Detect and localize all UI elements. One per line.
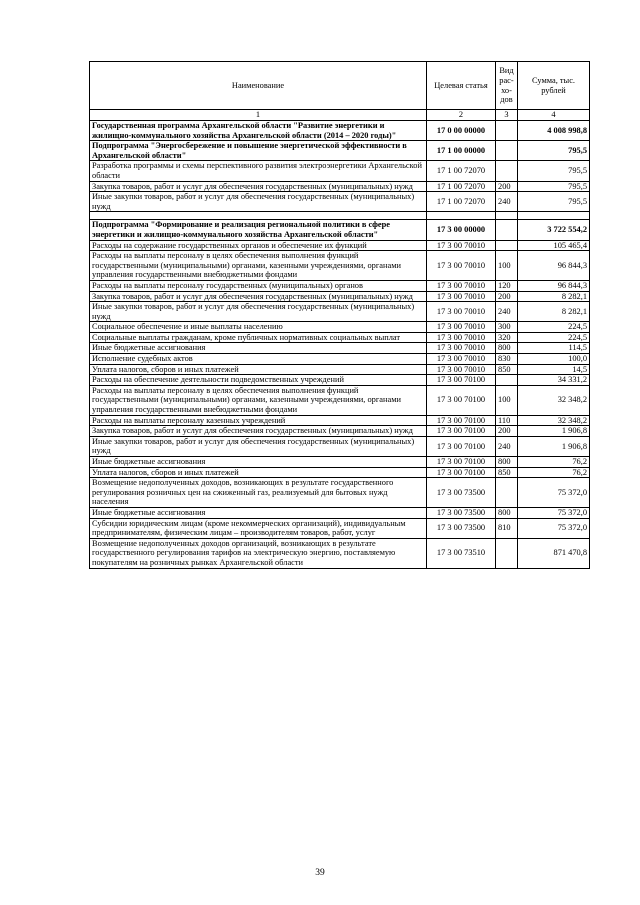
cell-amount: 871 470,8 <box>518 538 590 568</box>
cell-name: Расходы на содержание государственных органов и обеспечение их функций <box>90 240 427 251</box>
cell-amount: 795,5 <box>518 141 590 161</box>
cell-target-code: 17 3 00 70100 <box>427 436 496 456</box>
table-row <box>90 385 590 415</box>
budget-table <box>89 61 590 569</box>
cell-expense-kind: 100 <box>496 251 518 281</box>
cell-target-code: 17 1 00 00000 <box>427 141 496 161</box>
cell-expense-kind: 830 <box>496 354 518 365</box>
table-row <box>90 354 590 365</box>
table-row <box>90 181 590 192</box>
table-row <box>90 121 590 141</box>
cell-name: Подпрограмма "Формирование и реализация региональной политики в сфере энергетики и жилищно-коммунального хозяйства Архангельской области" <box>90 220 427 240</box>
cell-name: Социальные выплаты гражданам, кроме публичных нормативных социальных выплат <box>90 332 427 343</box>
cell-name: Расходы на выплаты персоналу в целях обеспечения выполнения функций государственными (муниципальными) органами, казенными учреждениями, органами управления государственными внебюджетными фондами <box>90 385 427 415</box>
cell-amount: 3 722 554,2 <box>518 220 590 240</box>
cell-name: Иные закупки товаров, работ и услуг для обеспечения государственных (муниципальных) нужд <box>90 436 427 456</box>
cell-name: Уплата налогов, сборов и иных платежей <box>90 467 427 478</box>
cell-name: Исполнение судебных актов <box>90 354 427 365</box>
table-row <box>90 415 590 426</box>
cell-name: Уплата налогов, сборов и иных платежей <box>90 364 427 375</box>
cell-expense-kind: 850 <box>496 467 518 478</box>
table-row <box>90 332 590 343</box>
cell-amount: 75 372,0 <box>518 507 590 518</box>
cell-expense-kind <box>496 538 518 568</box>
cell-expense-kind: 300 <box>496 322 518 333</box>
cell-expense-kind: 800 <box>496 343 518 354</box>
cell-expense-kind: 110 <box>496 415 518 426</box>
table-row <box>90 322 590 333</box>
table-row <box>90 240 590 251</box>
cell-name: Государственная программа Архангельской области "Развитие энергетики и жилищно-коммунального хозяйства Архангельской области (2014 – 2020 годы)" <box>90 121 427 141</box>
column-number: 3 <box>496 110 518 121</box>
page-number: 39 <box>315 868 325 878</box>
cell-target-code: 17 3 00 70010 <box>427 354 496 365</box>
cell-name: Расходы на выплаты персоналу в целях обеспечения выполнения функций государственными (муниципальными) органами, казенными учреждениями, органами управления государственными внебюджетными фондами <box>90 251 427 281</box>
cell-name: Иные бюджетные ассигнования <box>90 343 427 354</box>
cell-expense-kind <box>496 478 518 508</box>
table-row <box>90 467 590 478</box>
cell-target-code: 17 1 00 72070 <box>427 181 496 192</box>
cell-name: Расходы на выплаты персоналу государственных (муниципальных) органов <box>90 280 427 291</box>
table-row <box>90 251 590 281</box>
cell-target-code: 17 1 00 72070 <box>427 192 496 212</box>
cell-amount: 795,5 <box>518 192 590 212</box>
cell-amount: 76,2 <box>518 457 590 468</box>
cell-expense-kind <box>496 240 518 251</box>
cell-name: Иные закупки товаров, работ и услуг для обеспечения государственных (муниципальных) нужд <box>90 192 427 212</box>
cell-expense-kind <box>496 141 518 161</box>
table-row <box>90 538 590 568</box>
table-row <box>90 280 590 291</box>
table-row <box>90 291 590 302</box>
cell-amount: 32 348,2 <box>518 415 590 426</box>
cell-target-code: 17 3 00 73510 <box>427 538 496 568</box>
cell-target-code: 17 3 00 70100 <box>427 375 496 386</box>
cell-amount: 114,5 <box>518 343 590 354</box>
cell-name: Расходы на выплаты персоналу казенных учреждений <box>90 415 427 426</box>
table-row <box>90 220 590 240</box>
cell-expense-kind: 100 <box>496 385 518 415</box>
cell-target-code: 17 1 00 72070 <box>427 161 496 181</box>
cell-target-code: 17 3 00 00000 <box>427 220 496 240</box>
cell-expense-kind <box>496 220 518 240</box>
table-row <box>90 507 590 518</box>
cell-target-code: 17 3 00 70010 <box>427 322 496 333</box>
cell-expense-kind: 800 <box>496 507 518 518</box>
cell-expense-kind <box>496 375 518 386</box>
cell-expense-kind: 240 <box>496 436 518 456</box>
cell-target-code: 17 3 00 70010 <box>427 364 496 375</box>
cell-amount: 105 465,4 <box>518 240 590 251</box>
cell-target-code: 17 3 00 70010 <box>427 343 496 354</box>
cell-name: Закупка товаров, работ и услуг для обеспечения государственных (муниципальных) нужд <box>90 181 427 192</box>
header-code: Целевая статья <box>427 62 496 110</box>
table-row <box>90 343 590 354</box>
column-number-row <box>90 110 590 121</box>
cell-amount: 96 844,3 <box>518 280 590 291</box>
cell-expense-kind: 800 <box>496 457 518 468</box>
header-kind: Вид рас-хо-дов <box>496 62 518 110</box>
cell-amount: 8 282,1 <box>518 302 590 322</box>
cell-expense-kind: 240 <box>496 192 518 212</box>
cell-target-code: 17 0 00 00000 <box>427 121 496 141</box>
cell-amount: 75 372,0 <box>518 478 590 508</box>
cell-amount: 224,5 <box>518 322 590 333</box>
cell-name: Иные бюджетные ассигнования <box>90 457 427 468</box>
cell-name: Иные закупки товаров, работ и услуг для обеспечения государственных (муниципальных) нужд <box>90 302 427 322</box>
table-row <box>90 302 590 322</box>
cell-target-code: 17 3 00 70010 <box>427 251 496 281</box>
cell-amount: 34 331,2 <box>518 375 590 386</box>
cell-amount: 1 906,8 <box>518 436 590 456</box>
cell-name: Субсидии юридическим лицам (кроме некоммерческих организаций), индивидуальным предпринимателям, физическим лицам – производителям товаров, работ, услуг <box>90 518 427 538</box>
cell-target-code: 17 3 00 70010 <box>427 291 496 302</box>
cell-target-code: 17 3 00 73500 <box>427 507 496 518</box>
cell-name: Разработка программы и схемы перспективного развития электроэнергетики Архангельской области <box>90 161 427 181</box>
table-row <box>90 192 590 212</box>
cell-name: Социальное обеспечение и иные выплаты населению <box>90 322 427 333</box>
cell-expense-kind <box>496 121 518 141</box>
cell-amount <box>518 212 590 220</box>
cell-expense-kind: 850 <box>496 364 518 375</box>
cell-name: Возмещение недополученных доходов организаций, возникающих в результате государственного регулирования тарифов на электрическую энергию, поставляемую покупателям на розничных рынках Архангельской области <box>90 538 427 568</box>
cell-expense-kind: 120 <box>496 280 518 291</box>
cell-amount: 795,5 <box>518 181 590 192</box>
cell-target-code: 17 3 00 73500 <box>427 518 496 538</box>
cell-target-code <box>427 212 496 220</box>
cell-name: Расходы на обеспечение деятельности подведомственных учреждений <box>90 375 427 386</box>
table-row <box>90 478 590 508</box>
table-row <box>90 141 590 161</box>
cell-amount: 4 008 998,8 <box>518 121 590 141</box>
table-row <box>90 161 590 181</box>
cell-name: Подпрограмма "Энергосбережение и повышение энергетической эффективности в Архангельской области" <box>90 141 427 161</box>
cell-amount: 76,2 <box>518 467 590 478</box>
table-row <box>90 457 590 468</box>
cell-target-code: 17 3 00 70010 <box>427 302 496 322</box>
table-row <box>90 375 590 386</box>
cell-amount: 8 282,1 <box>518 291 590 302</box>
cell-target-code: 17 3 00 70100 <box>427 415 496 426</box>
cell-name <box>90 212 427 220</box>
header-sum: Сумма, тыс. рублей <box>518 62 590 110</box>
cell-expense-kind: 200 <box>496 181 518 192</box>
cell-target-code: 17 3 00 70010 <box>427 332 496 343</box>
cell-name: Закупка товаров, работ и услуг для обеспечения государственных (муниципальных) нужд <box>90 291 427 302</box>
column-number: 4 <box>518 110 590 121</box>
table-row <box>90 364 590 375</box>
cell-target-code: 17 3 00 73500 <box>427 478 496 508</box>
cell-expense-kind <box>496 161 518 181</box>
table-row <box>90 426 590 437</box>
cell-expense-kind: 810 <box>496 518 518 538</box>
column-number: 2 <box>427 110 496 121</box>
table-spacer-row <box>90 212 590 220</box>
table-header <box>90 62 590 121</box>
cell-expense-kind: 200 <box>496 291 518 302</box>
cell-target-code: 17 3 00 70010 <box>427 240 496 251</box>
cell-name: Иные бюджетные ассигнования <box>90 507 427 518</box>
header-name: Наименование <box>90 62 427 110</box>
table-body <box>90 121 590 569</box>
cell-amount: 1 906,8 <box>518 426 590 437</box>
cell-target-code: 17 3 00 70100 <box>427 467 496 478</box>
cell-target-code: 17 3 00 70100 <box>427 457 496 468</box>
cell-expense-kind <box>496 212 518 220</box>
table-row <box>90 436 590 456</box>
cell-amount: 96 844,3 <box>518 251 590 281</box>
cell-target-code: 17 3 00 70100 <box>427 426 496 437</box>
cell-amount: 14,5 <box>518 364 590 375</box>
cell-amount: 32 348,2 <box>518 385 590 415</box>
cell-amount: 75 372,0 <box>518 518 590 538</box>
cell-expense-kind: 320 <box>496 332 518 343</box>
cell-name: Возмещение недополученных доходов, возникающих в результате государственного регулирования розничных цен на сжиженный газ, реализуемый для бытовых нужд населения <box>90 478 427 508</box>
cell-target-code: 17 3 00 70100 <box>427 385 496 415</box>
column-number: 1 <box>90 110 427 121</box>
cell-name: Закупка товаров, работ и услуг для обеспечения государственных (муниципальных) нужд <box>90 426 427 437</box>
cell-expense-kind: 240 <box>496 302 518 322</box>
cell-target-code: 17 3 00 70010 <box>427 280 496 291</box>
cell-amount: 100,0 <box>518 354 590 365</box>
cell-expense-kind: 200 <box>496 426 518 437</box>
table-row <box>90 518 590 538</box>
cell-amount: 795,5 <box>518 161 590 181</box>
cell-amount: 224,5 <box>518 332 590 343</box>
